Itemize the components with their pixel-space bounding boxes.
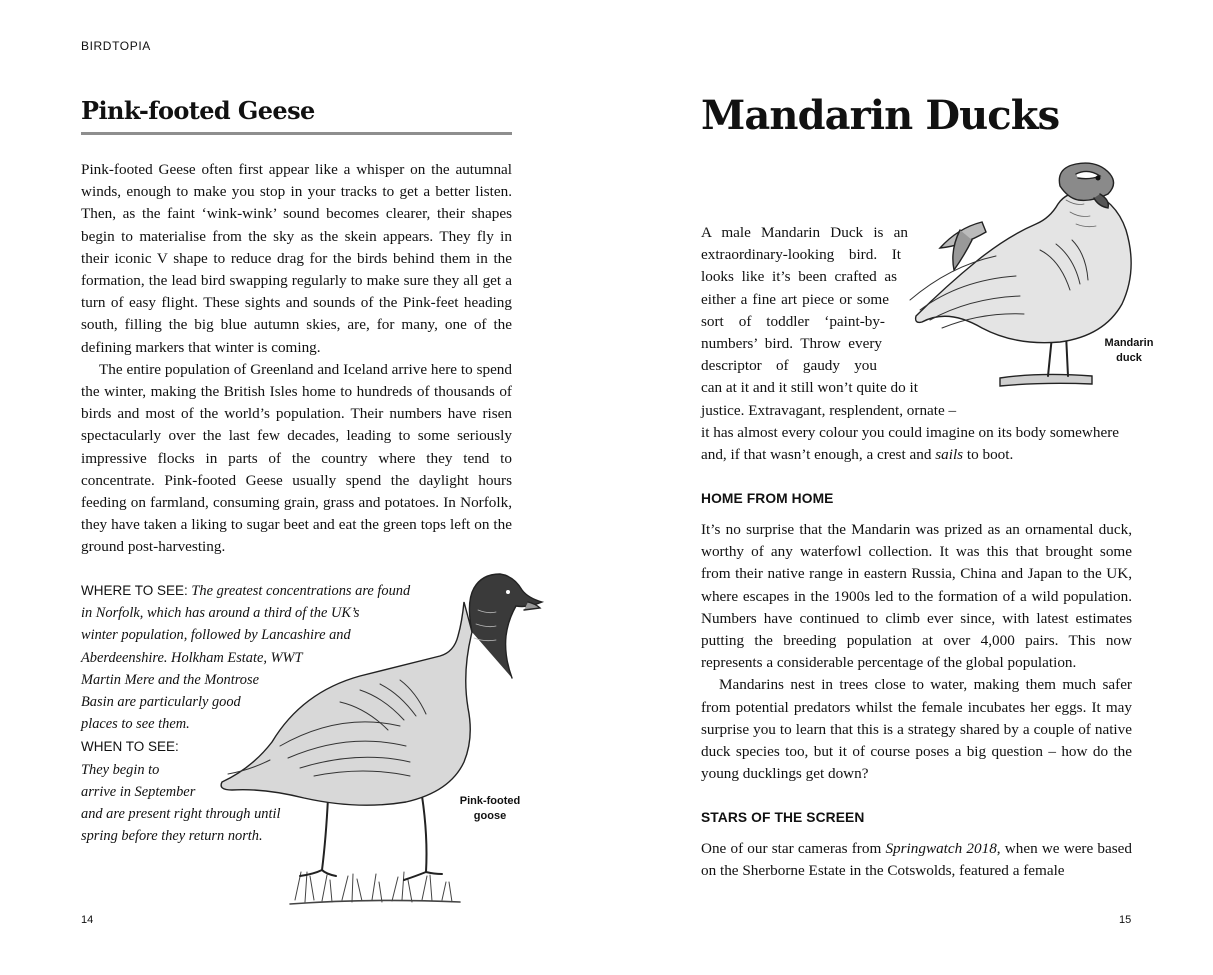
intro-line-6: numbers’ bird. Throw every <box>701 335 882 353</box>
intro-line-5: sort of toddler ‘paint-by- <box>701 312 885 330</box>
right-page-number: 15 <box>1119 914 1132 926</box>
home-paragraph-2: Mandarins nest in trees close to water, making them much safer from potential predators whilst the female incubates her eggs. It may surprise you to learn that this is a strategy shared by a couple of native duck species too, but it of course poses a big question – how do the young ducklings get down? <box>701 676 1132 783</box>
right-page-title: Mandarin Ducks <box>701 92 1060 139</box>
section-heading-stars-of-the-screen: STARS OF THE SCREEN <box>701 810 865 825</box>
intro-line-4: either a fine art piece or some <box>701 290 889 308</box>
where-line-6: Basin are particularly good <box>81 694 241 711</box>
left-body-text <box>81 159 512 559</box>
title-rule <box>81 132 512 135</box>
intro-last-after: to boot. <box>963 446 1014 464</box>
intro-last-italic: sails <box>935 446 964 464</box>
running-head: BIRDTOPIA <box>81 39 151 53</box>
goose-caption-line-1: Pink-footed <box>459 795 521 807</box>
when-line-4: spring before they return north. <box>81 828 263 845</box>
mandarin-intro-text <box>701 222 1132 466</box>
when-label: WHEN TO SEE: <box>81 739 179 755</box>
intro-line-1: A male Mandarin Duck is an <box>701 224 908 241</box>
where-label: WHERE TO SEE: <box>81 583 188 598</box>
when-line-3: and are present right through until <box>81 806 281 823</box>
duck-caption-line-2: duck <box>1116 352 1142 364</box>
where-line-3: winter population, followed by Lancashire and <box>81 627 351 644</box>
section-stars-text <box>701 838 1132 882</box>
goose-caption <box>450 794 530 824</box>
intro-line-7: descriptor of gaudy you <box>701 357 877 375</box>
intro-line-9: justice. Extravagant, resplendent, ornate – <box>701 401 957 419</box>
left-paragraph-2: The entire population of Greenland and Iceland arrive here to spend the winter, making the British Isles home to hundreds of thousands of birds and most of the world’s population. Their numbers have risen spectacularly over the last few decades, leading to some seriously impressive flocks in parts of the country where they tend to concentrate. Pink-footed Geese usually spend the daylight hours feeding on farmland, consuming grain, grass and potatoes. In Norfolk, they have taken a liking to sugar beet and eat the green tops left on the ground post-harvesting. <box>81 360 512 556</box>
home-paragraph-1: It’s no surprise that the Mandarin was prized as an ornamental duck, worthy of any waterfowl collection. It was this that brought some from their native range in eastern Russia, China and Japan to the UK, where escapes in the 1900s led to the formation of a wild population. Numbers have continued to climb ever since, with latest estimates putting the breeding population at over 4,000 pairs. This now represents a considerable percentage of the global population. <box>701 521 1132 672</box>
when-line-2: arrive in September <box>81 783 196 800</box>
where-line-7: places to see them. <box>81 716 190 733</box>
goose-caption-line-2: goose <box>473 810 507 822</box>
where-row-1 <box>81 580 411 602</box>
section-home-from-home-text <box>701 519 1132 785</box>
stars-italic: Springwatch 2018 <box>885 840 997 857</box>
where-line-5: Martin Mere and the Montrose <box>81 671 259 688</box>
where-when-sidebar <box>81 580 411 847</box>
where-line-1: The greatest concentrations are found <box>191 583 411 599</box>
left-page-title: Pink-footed Geese <box>81 96 315 125</box>
intro-line-8: can at it and it still won’t quite do it <box>701 379 918 397</box>
when-line-1: They begin to <box>81 761 160 778</box>
duck-caption-line-1: Mandarin <box>1104 337 1154 349</box>
stars-paragraph <box>701 838 1132 882</box>
intro-line-11 <box>701 444 1132 466</box>
intro-line-3: looks like it’s been crafted as <box>701 268 897 286</box>
section-heading-home-from-home: HOME FROM HOME <box>701 491 834 506</box>
left-page-number: 14 <box>81 914 94 926</box>
stars-after: , when we were based on the Sherborne Estate in the Cotswolds, featured a female <box>701 840 1132 880</box>
stars-before: One of our star cameras from <box>701 840 886 857</box>
left-page <box>0 0 606 975</box>
left-paragraph-1: Pink-footed Geese often first appear like a whisper on the autumnal winds, enough to make you stop in your tracks to get a better listen. Then, as the faint ‘wink-wink’ sound becomes clearer, their shapes begin to materialise from the sky as the skein appears. They fly in their iconic V shape to reduce drag for the birds behind them in the formation, the lead bird swapping regularly to make sure they all get a turn of easy flight. These sights and sounds of the Pink-feet heading south, filling the big blue autumn skies, are, for many, one of the defining markers that winter is coming. <box>81 161 512 356</box>
intro-line-10: it has almost every colour you could imagine on its body somewhere <box>701 423 1119 441</box>
where-line-4: Aberdeenshire. Holkham Estate, WWT <box>81 649 303 666</box>
intro-last-before: and, if that wasn’t enough, a crest and <box>701 446 936 464</box>
intro-line-2: extraordinary-looking bird. It <box>701 246 901 264</box>
where-line-2: in Norfolk, which has around a third of the UK’s <box>81 605 360 622</box>
